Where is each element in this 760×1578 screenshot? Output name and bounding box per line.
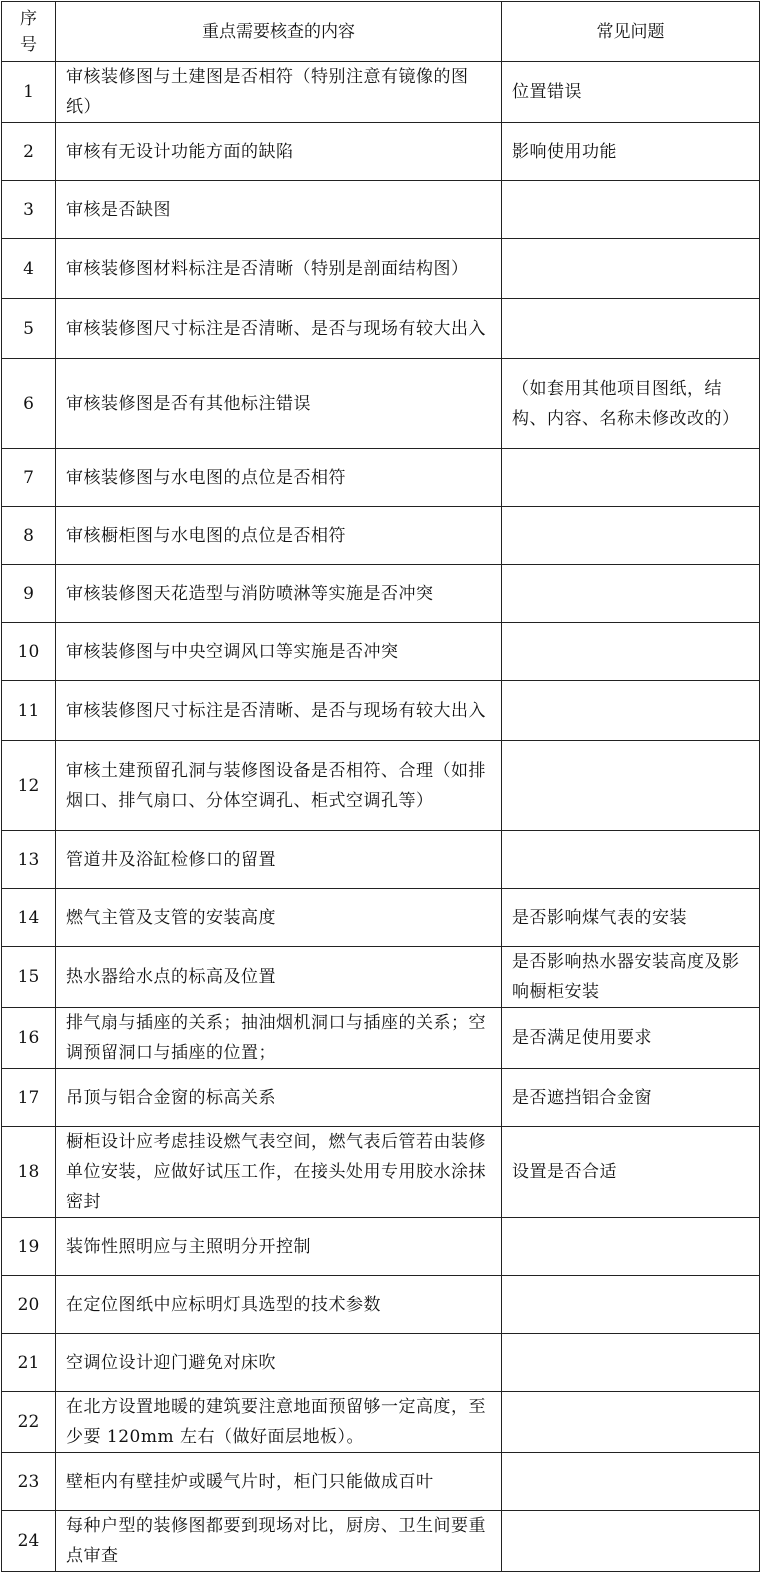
- table-row: [2, 1008, 760, 1069]
- row-content: 在北方设置地暖的建筑要注意地面预留够一定高度，至少要 120mm 左右（做好面层地板）。: [56, 1392, 502, 1453]
- row-content: 审核装修图天花造型与消防喷淋等实施是否冲突: [56, 565, 502, 623]
- row-issue: [502, 623, 760, 681]
- header-no: 序号: [2, 2, 56, 62]
- table-row: [2, 1127, 760, 1218]
- row-content: 排气扇与插座的关系；抽油烟机洞口与插座的关系；空调预留洞口与插座的位置；: [56, 1008, 502, 1069]
- table-row: [2, 62, 760, 123]
- row-number: 17: [2, 1069, 56, 1127]
- table-row: [2, 1218, 760, 1276]
- row-issue: [502, 681, 760, 741]
- row-number: 22: [2, 1392, 56, 1453]
- row-content: 审核装修图与土建图是否相符（特别注意有镜像的图纸）: [56, 62, 502, 123]
- table-row: [2, 1453, 760, 1511]
- row-number: 7: [2, 449, 56, 507]
- row-issue: [502, 507, 760, 565]
- row-issue: [502, 239, 760, 299]
- row-issue: [502, 449, 760, 507]
- row-issue: 是否满足使用要求: [502, 1008, 760, 1069]
- row-issue: [502, 741, 760, 831]
- row-content: 燃气主管及支管的安装高度: [56, 889, 502, 947]
- row-number: 4: [2, 239, 56, 299]
- table-row: [2, 359, 760, 449]
- row-number: 19: [2, 1218, 56, 1276]
- table-row: [2, 681, 760, 741]
- row-content: 热水器给水点的标高及位置: [56, 947, 502, 1008]
- row-content: 吊顶与铝合金窗的标高关系: [56, 1069, 502, 1127]
- table-row: [2, 831, 760, 889]
- table-row: [2, 1069, 760, 1127]
- row-content: 审核装修图尺寸标注是否清晰、是否与现场有较大出入: [56, 299, 502, 359]
- row-content: 审核是否缺图: [56, 181, 502, 239]
- table-row: [2, 1334, 760, 1392]
- row-issue: [502, 1392, 760, 1453]
- table-row: [2, 623, 760, 681]
- row-issue: 设置是否合适: [502, 1127, 760, 1218]
- row-content: 审核装修图是否有其他标注错误: [56, 359, 502, 449]
- row-content: 审核装修图与水电图的点位是否相符: [56, 449, 502, 507]
- row-issue: [502, 831, 760, 889]
- row-number: 2: [2, 123, 56, 181]
- row-number: 16: [2, 1008, 56, 1069]
- row-content: 空调位设计迎门避免对床吹: [56, 1334, 502, 1392]
- row-number: 11: [2, 681, 56, 741]
- row-number: 14: [2, 889, 56, 947]
- row-issue: [502, 1511, 760, 1572]
- row-number: 3: [2, 181, 56, 239]
- row-content: 壁柜内有壁挂炉或暖气片时，柜门只能做成百叶: [56, 1453, 502, 1511]
- table-row: [2, 1392, 760, 1453]
- row-issue: 是否遮挡铝合金窗: [502, 1069, 760, 1127]
- row-number: 15: [2, 947, 56, 1008]
- row-issue: 影响使用功能: [502, 123, 760, 181]
- table-row: [2, 741, 760, 831]
- row-issue: [502, 1218, 760, 1276]
- table-row: [2, 947, 760, 1008]
- header-issue: 常见问题: [502, 2, 760, 62]
- row-number: 24: [2, 1511, 56, 1572]
- row-content: 审核橱柜图与水电图的点位是否相符: [56, 507, 502, 565]
- row-issue: 是否影响煤气表的安装: [502, 889, 760, 947]
- table-row: [2, 123, 760, 181]
- row-issue: 位置错误: [502, 62, 760, 123]
- row-issue: [502, 1276, 760, 1334]
- table-row: [2, 299, 760, 359]
- review-checklist-table: [1, 1, 760, 1572]
- row-number: 5: [2, 299, 56, 359]
- row-number: 12: [2, 741, 56, 831]
- row-issue: [502, 565, 760, 623]
- row-content: 审核有无设计功能方面的缺陷: [56, 123, 502, 181]
- row-content: 在定位图纸中应标明灯具选型的技术参数: [56, 1276, 502, 1334]
- table-header-row: [2, 2, 760, 62]
- table-row: [2, 507, 760, 565]
- row-issue: 是否影响热水器安装高度及影响橱柜安装: [502, 947, 760, 1008]
- table-row: [2, 1511, 760, 1572]
- row-number: 23: [2, 1453, 56, 1511]
- header-content: 重点需要核查的内容: [56, 2, 502, 62]
- row-content: 橱柜设计应考虑挂设燃气表空间，燃气表后管若由装修单位安装，应做好试压工作，在接头处用专用胶水涂抹密封: [56, 1127, 502, 1218]
- row-number: 18: [2, 1127, 56, 1218]
- table-row: [2, 565, 760, 623]
- row-issue: [502, 1334, 760, 1392]
- row-content: 审核装修图尺寸标注是否清晰、是否与现场有较大出入: [56, 681, 502, 741]
- row-number: 9: [2, 565, 56, 623]
- row-issue: [502, 1453, 760, 1511]
- row-number: 6: [2, 359, 56, 449]
- row-number: 21: [2, 1334, 56, 1392]
- table-row: [2, 449, 760, 507]
- table-row: [2, 181, 760, 239]
- row-content: 管道井及浴缸检修口的留置: [56, 831, 502, 889]
- table-row: [2, 889, 760, 947]
- row-content: 审核装修图与中央空调风口等实施是否冲突: [56, 623, 502, 681]
- table-row: [2, 1276, 760, 1334]
- row-content: 每种户型的装修图都要到现场对比，厨房、卫生间要重点审查: [56, 1511, 502, 1572]
- row-number: 10: [2, 623, 56, 681]
- row-issue: （如套用其他项目图纸，结构、内容、名称未修改改的）: [502, 359, 760, 449]
- row-issue: [502, 181, 760, 239]
- row-number: 20: [2, 1276, 56, 1334]
- row-content: 审核土建预留孔洞与装修图设备是否相符、合理（如排烟口、排气扇口、分体空调孔、柜式空调孔等）: [56, 741, 502, 831]
- row-content: 审核装修图材料标注是否清晰（特别是剖面结构图）: [56, 239, 502, 299]
- row-number: 8: [2, 507, 56, 565]
- row-issue: [502, 299, 760, 359]
- row-number: 13: [2, 831, 56, 889]
- table-row: [2, 239, 760, 299]
- row-content: 装饰性照明应与主照明分开控制: [56, 1218, 502, 1276]
- row-number: 1: [2, 62, 56, 123]
